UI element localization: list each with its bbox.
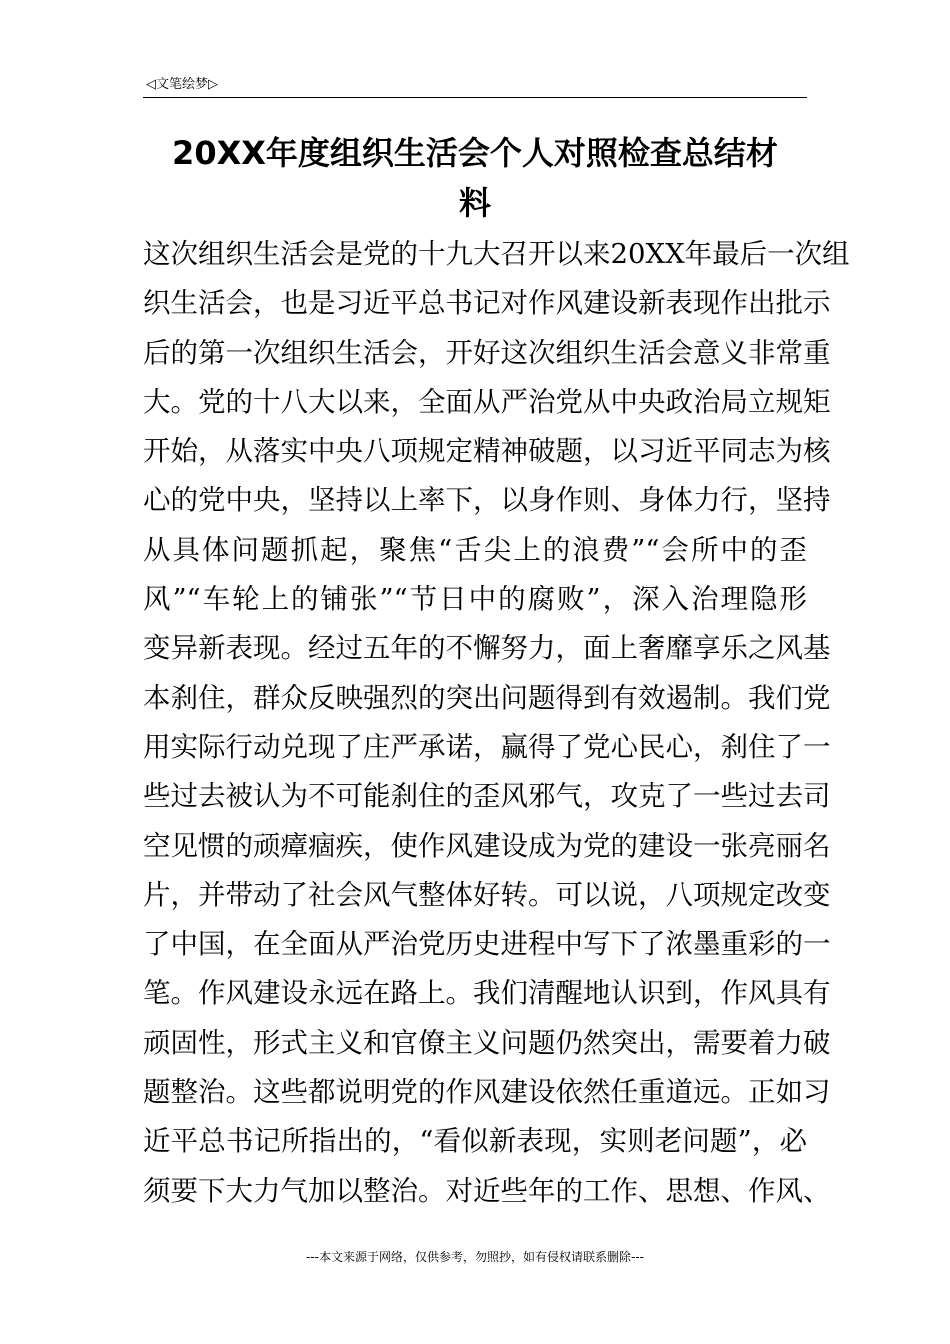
body-line: 从具体问题抓起，聚焦“舌尖上的浪费”“会所中的歪 <box>143 533 807 566</box>
title-line-2: 料 <box>458 184 491 222</box>
body-line: 用实际行动兑现了庄严承诺，赢得了党心民心，刹住了一 <box>143 730 831 763</box>
body-line: 大。党的十八大以来，全面从严治党从中央政治局立规矩 <box>143 385 831 418</box>
header-divider <box>143 97 807 98</box>
body-line: 风”“车轮上的铺张”“节日中的腐败”，深入治理隐形 <box>143 583 807 616</box>
body-line: 空见惯的顽瘴痼疾，使作风建设成为党的建设一张亮丽名 <box>143 829 831 862</box>
body-line: 了中国，在全面从严治党历史进程中写下了浓墨重彩的一 <box>143 928 831 961</box>
body-line: 织生活会，也是习近平总书记对作风建设新表现作出批示 <box>143 287 831 320</box>
body-line: 心的党中央，坚持以上率下，以身作则、身体力行，坚持 <box>143 484 831 517</box>
page-header: ◁文笔绘梦▷ <box>146 77 218 92</box>
body-line: 笔。作风建设永远在路上。我们清醒地认识到，作风具有 <box>143 977 831 1010</box>
body-line: 这次组织生活会是党的十九大召开以来20XX年最后一次组 <box>143 238 850 270</box>
title-line-1: 20XX年度组织生活会个人对照检查总结材 <box>172 134 778 172</box>
body-paragraph <box>143 230 850 1216</box>
body-line: 变异新表现。经过五年的不懈努力，面上奢靡享乐之风基 <box>143 632 831 665</box>
document-title <box>143 128 807 228</box>
body-line: 题整治。这些都说明党的作风建设依然任重道远。正如习 <box>143 1076 831 1109</box>
body-line: 片，并带动了社会风气整体好转。可以说，八项规定改变 <box>143 878 831 911</box>
page-footer: ---本文来源于网络，仅供参考，勿照抄，如有侵权请联系删除--- <box>306 1250 644 1264</box>
body-line: 顽固性，形式主义和官僚主义问题仍然突出，需要着力破 <box>143 1026 831 1059</box>
body-line: 开始，从落实中央八项规定精神破题，以习近平同志为核 <box>143 435 831 468</box>
body-line: 些过去被认为不可能刹住的歪风邪气，攻克了一些过去司 <box>143 780 831 813</box>
body-line: 本刹住，群众反映强烈的突出问题得到有效遏制。我们党 <box>143 681 831 714</box>
body-line: 须要下大力气加以整治。对近些年的工作、思想、作风、 <box>143 1174 831 1207</box>
body-line: 近平总书记所指出的，“看似新表现，实则老问题”，必 <box>143 1125 807 1158</box>
body-line: 后的第一次组织生活会，开好这次组织生活会意义非常重 <box>143 336 831 369</box>
